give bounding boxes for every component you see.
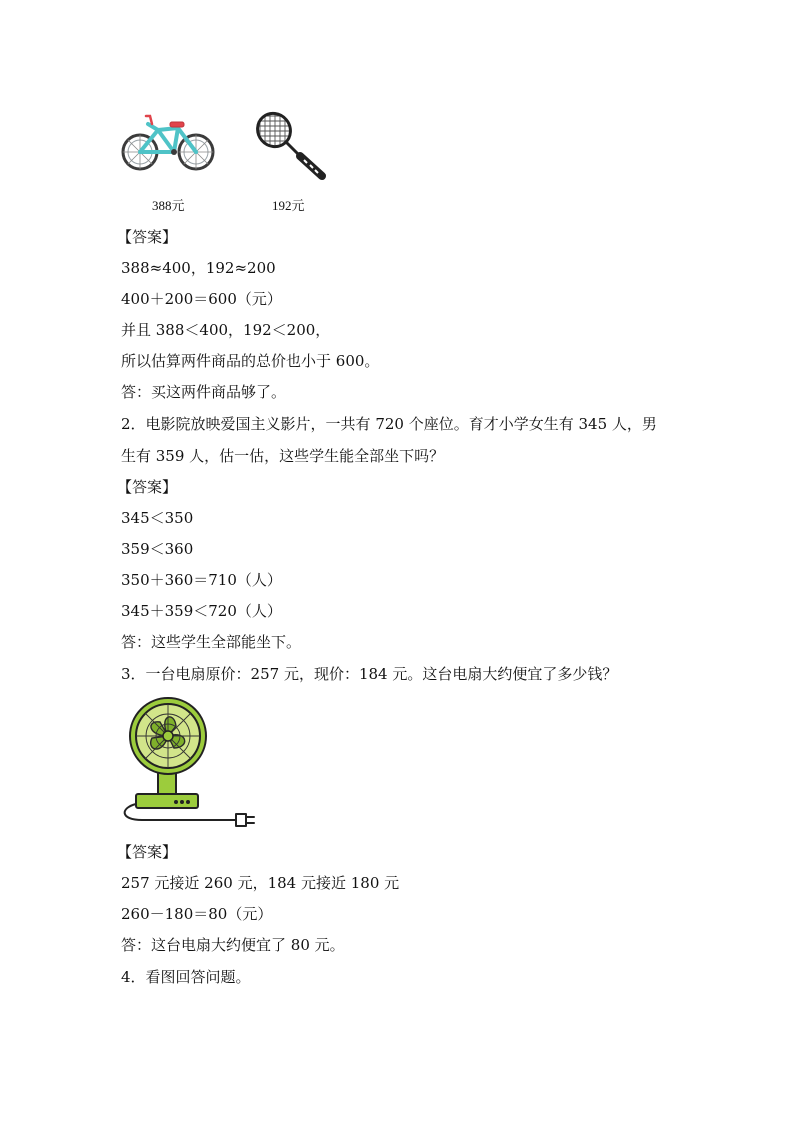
answer-line: 并且 388＜400，192＜200， [121,321,331,339]
answer-line: 所以估算两件商品的总价也小于 600。 [121,352,380,370]
question-4-text: 4．看图回答问题。 [121,968,251,986]
answer-line: 350＋360＝710（人） [121,571,282,589]
answer-line: 400＋200＝600（元） [121,290,282,308]
question-2-text: 2．电影院放映爱国主义影片，一共有 720 个座位。育才小学女生有 345 人，男 [121,415,657,433]
answer-label: 【答案】 [117,228,178,246]
answer-line: 345＜350 [121,509,194,527]
racket-icon [252,108,326,182]
answer-line: 答：买这两件商品够了。 [121,383,287,401]
answer-line: 答：这台电扇大约便宜了 80 元。 [121,936,345,954]
answer-line: 答：这些学生全部能坐下。 [121,633,302,651]
answer-line: 345＋359＜720（人） [121,602,282,620]
answer-line: 359＜360 [121,540,194,558]
answer-line: 388≈400，192≈200 [121,259,276,277]
bicycle-price: 388元 [152,198,185,213]
answer-label: 【答案】 [117,843,178,861]
bicycle-icon [118,112,218,176]
question-2-text: 生有 359 人，估一估，这些学生能全部坐下吗？ [121,447,445,465]
answer-label: 【答案】 [117,478,178,496]
racket-price: 192元 [272,198,305,213]
electric-fan-icon [118,696,264,828]
answer-line: 257 元接近 260 元，184 元接近 180 元 [121,874,400,892]
answer-line: 260－180＝80（元） [121,905,273,923]
question-3-text: 3．一台电扇原价：257 元，现价：184 元。这台电扇大约便宜了多少钱？ [121,665,618,683]
